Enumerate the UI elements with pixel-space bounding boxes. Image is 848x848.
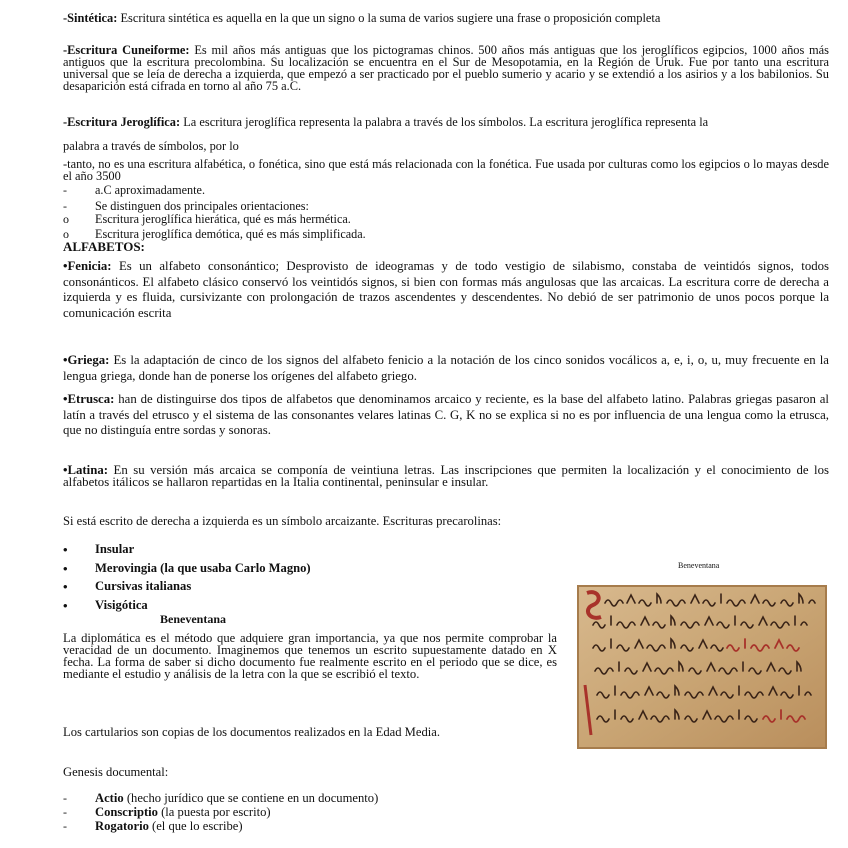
jeroglifica-line2: palabra a través de símbolos, por lo [63,139,239,153]
cartularios-paragraph: Los cartularios son copias de los documentos realizados en la Edad Media. [63,725,441,739]
list-marker: o [63,227,69,241]
latina-text: En su versión más arcaica se componía de veintiuna letras. Las inscripciones que permiten la localización y el conocimiento de los alfabetos itálicos se hallaron repartidas en la Italia continental, peninsular e insular. [63,463,829,489]
list-item: Visigótica [95,598,148,612]
bullet-marker: • [63,579,68,594]
latina-paragraph [63,464,829,488]
list-marker: o [63,212,69,226]
cuneiforme-text: Es mil años más antiguas que los pictogramas chinos. 500 años más antiguas que los jeroglíficos egipcios, 1000 años más antiguos que la escritura precolombina. Su localización se encuentra en el Sur de Mesopotamia, en la Región de Uruk. Fue por tanto una escritura universal que se leía de derecha a izquierda, que empezó a ser practicado por el pueblo sumerio y acario y se extendió a los asirios y a los babilonios. Su desaparición está cifrada en torno al año 75 a.C. [63,43,829,93]
beneventana-manuscript-image [577,585,827,749]
sintetica-text: Escritura sintética es aquella en la que un signo o la suma de varios sugiere una frase o proposición completa [117,11,661,25]
bullet-marker: • [63,542,68,557]
list-item [95,820,243,832]
genesis-term: Rogatorio [95,819,149,833]
genesis-term: Actio [95,791,124,805]
etrusca-label: •Etrusca: [63,392,115,406]
list-marker: - [63,199,67,213]
list-marker: - [63,805,67,819]
cuneiforme-label: -Escritura Cuneiforme: [63,43,190,57]
jeroglifica-label: -Escritura Jeroglífica: [63,115,181,129]
griega-paragraph [63,353,829,384]
griega-label: •Griega: [63,353,110,367]
image-caption: Beneventana [678,561,720,570]
bullet-marker: • [63,598,68,613]
jeroglifica-line3: -tanto, no es una escritura alfabética, o fonética, sino que está más relacionada con la fonética. Fue usada por culturas como los egipcios o lo mayas desde el año 3500 [63,157,829,183]
sintetica-label: -Sintética: [63,11,118,25]
genesis-desc: (el que lo escribe) [148,819,243,833]
genesis-desc: (la puesta por escrito) [157,805,271,819]
alfabetos-heading: ALFABETOS: [63,239,145,254]
sintetica-paragraph [63,12,829,24]
genesis-desc: (hecho jurídico que se contiene en un documento) [123,791,379,805]
bullet-marker: • [63,561,68,576]
griega-text: Es la adaptación de cinco de los signos del alfabeto fenicio a la notación de los cinco sonidos vocálicos a, e, i, o, u, muy frecuente en la lengua griega, donde han de ponerse los orígenes del alfabeto griego. [63,353,829,383]
list-item: a.C aproximadamente. [95,183,205,197]
list-item: Se distinguen dos principales orientaciones: [95,199,309,213]
fenicia-text: Es un alfabeto consonántico; Desprovisto de ideogramas y de todo vestigio de silabismo, constaba de veintidós signos, todos consonánticos. El alfabeto clásico conservó los veintidós signos, si bien con formas más angulosas que las arcaicas. La escritura corre de derecha a izquierda y es fluida, cursivizante con prolongación de trazos ascendentes y descendentes. No debió de ser patrimonio de unos pocos porque la comunicación escrita [63,259,829,320]
cuneiforme-paragraph [63,44,829,92]
list-marker: - [63,791,67,805]
latina-label: •Latina: [63,463,109,477]
genesis-term: Conscriptio [95,805,158,819]
fenicia-label: •Fenicia: [63,259,112,273]
list-item: Escritura jeroglífica hierática, qué es más hermética. [95,212,351,226]
fenicia-paragraph [63,259,829,321]
list-item: Cursivas italianas [95,579,192,593]
list-item: Escritura jeroglífica demótica, qué es más simplificada. [95,227,366,241]
jeroglifica-text: La escritura jeroglífica representa la palabra a través de los símbolos. La escritura jeroglífica representa la [180,115,709,129]
etrusca-text: han de distinguirse dos tipos de alfabetos que denominamos arcaico y reciente, es la base del alfabeto latino. Palabras griegas pasaron al latín a través del etrusco y el sistema de las consonantes velares latinas C. G, K no se explica si no es por influencia de una lengua como la etrusca, que no distinguía entre sordas y sonoras. [63,392,829,437]
list-marker: - [63,183,67,197]
etrusca-paragraph [63,392,829,439]
list-marker: - [63,819,67,833]
list-item: Insular [95,542,135,556]
derecha-paragraph: Si está escrito de derecha a izquierda es un símbolo arcaizante. Escrituras precarolinas: [63,514,502,528]
jeroglifica-paragraph [63,116,829,128]
list-item [95,792,378,804]
manuscript-illustration [577,585,827,749]
list-item: Merovingia (la que usaba Carlo Magno) [95,561,311,575]
beneventana-label: Beneventana [160,612,226,626]
genesis-heading: Genesis documental: [63,765,169,779]
diplomatica-paragraph: La diplomática es el método que adquiere gran importancia, ya que nos permite comprobar la veracidad de un documento. Imaginemos que tenemos un escrito supuestamente datado en X fecha. La forma de saber si dicho documento fue realmente escrito en el periodo que se dice, es mediante el estudio y análisis de la letra con la que se escribió el texto. [63,631,557,681]
list-item [95,806,271,818]
